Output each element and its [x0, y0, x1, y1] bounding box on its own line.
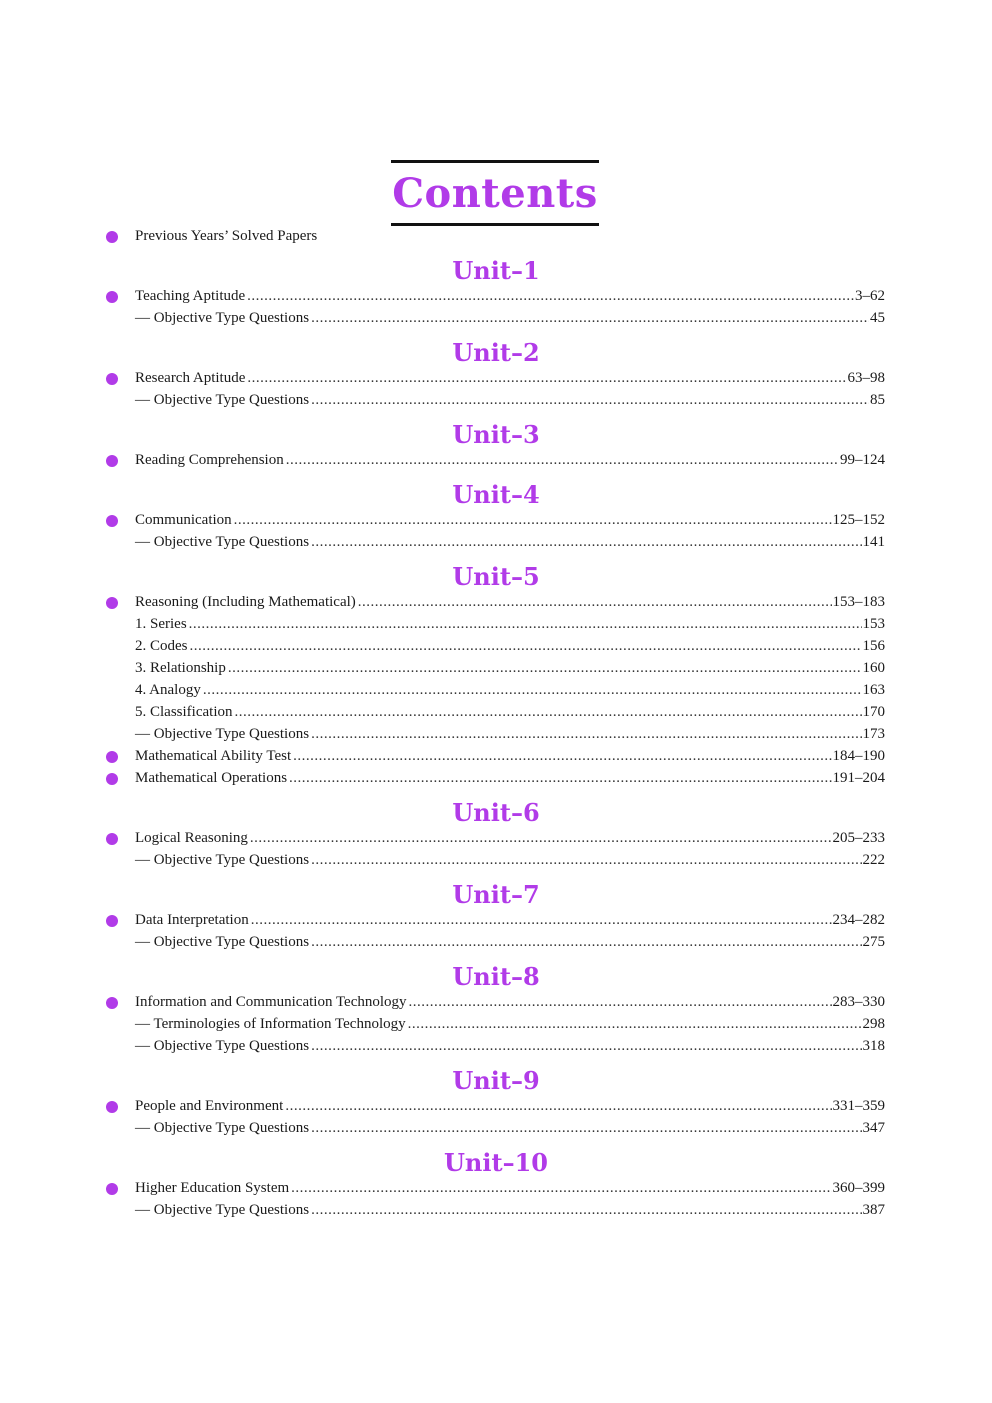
toc-entry-page: 63–98 — [847, 370, 885, 386]
bullet-icon — [106, 1183, 118, 1195]
toc-entry-page: 45 — [870, 310, 885, 326]
toc-entry-label: Reading Comprehension — [135, 452, 284, 468]
toc-entry-label: Communication — [135, 512, 232, 528]
toc-entry-label: — Objective Type Questions — [135, 534, 310, 550]
toc-entry-page: 153–183 — [832, 594, 885, 610]
toc-entry[interactable] — [135, 702, 885, 724]
toc-entry[interactable] — [135, 768, 885, 790]
toc-entry-label: 3. Relationship — [135, 660, 226, 676]
toc-entry-page: 173 — [862, 726, 885, 742]
toc-entry-page: 3–62 — [855, 288, 885, 304]
bullet-icon — [106, 997, 118, 1009]
dot-leader — [289, 769, 831, 788]
toc-entry-label: Higher Education System — [135, 1180, 290, 1196]
toc-entry[interactable] — [135, 828, 885, 850]
toc-entry-label: 5. Classification — [135, 704, 233, 720]
toc-entry[interactable] — [135, 658, 885, 680]
dot-leader — [311, 851, 861, 870]
toc-entry-page: 318 — [862, 1038, 885, 1054]
toc-entry[interactable] — [135, 992, 885, 1014]
toc-entry[interactable] — [135, 368, 885, 390]
toc-entry-page: 191–204 — [832, 770, 885, 786]
toc-entry-label: 1. Series — [135, 616, 187, 632]
page-title: Contents — [392, 169, 598, 217]
dot-leader — [286, 451, 839, 470]
dot-leader — [235, 703, 862, 722]
toc-entry[interactable] — [135, 932, 885, 954]
toc-entry-page: 347 — [862, 1120, 885, 1136]
toc-entry-label: — Objective Type Questions — [135, 1120, 310, 1136]
toc-entry-page: 387 — [862, 1202, 885, 1218]
dot-leader — [311, 725, 861, 744]
dot-leader — [311, 1201, 861, 1220]
dot-leader — [285, 1097, 831, 1116]
toc-entry-page: 85 — [870, 392, 885, 408]
bullet-icon — [106, 231, 118, 243]
dot-leader — [311, 309, 869, 328]
table-of-contents — [0, 226, 992, 1222]
toc-entry[interactable] — [135, 532, 885, 554]
dot-leader — [247, 287, 854, 306]
toc-entry-label: Reasoning (Including Mathematical) — [135, 594, 356, 610]
bullet-icon — [106, 597, 118, 609]
dot-leader — [291, 1179, 831, 1198]
toc-entry[interactable] — [135, 746, 885, 768]
toc-entry-label: — Objective Type Questions — [135, 934, 310, 950]
toc-entry-label: 2. Codes — [135, 638, 188, 654]
toc-entry[interactable] — [135, 724, 885, 746]
toc-entry-page: 275 — [862, 934, 885, 950]
dot-leader — [408, 1015, 862, 1034]
dot-leader — [311, 933, 861, 952]
toc-entry[interactable] — [135, 1014, 885, 1036]
toc-entry-page: 298 — [862, 1016, 885, 1032]
toc-entry-page: 163 — [862, 682, 885, 698]
toc-entry-page: 205–233 — [832, 830, 885, 846]
unit-heading: Unit–6 — [452, 798, 540, 827]
dot-leader — [358, 593, 832, 612]
toc-entry-page: 125–152 — [832, 512, 885, 528]
toc-entry[interactable] — [135, 910, 885, 932]
dot-leader — [293, 747, 831, 766]
dot-leader — [311, 1037, 861, 1056]
toc-entry-page: 153 — [862, 616, 885, 632]
toc-entry-label: — Objective Type Questions — [135, 726, 310, 742]
dot-leader — [228, 659, 862, 678]
dot-leader — [311, 533, 861, 552]
toc-entry-label: — Terminologies of Information Technology — [135, 1016, 406, 1032]
toc-entry-page: 160 — [862, 660, 885, 676]
toc-entry[interactable] — [135, 636, 885, 658]
toc-entry-label: Logical Reasoning — [135, 830, 248, 846]
toc-entry-page: 283–330 — [832, 994, 885, 1010]
dot-leader — [189, 615, 862, 634]
bullet-icon — [106, 291, 118, 303]
toc-entry-label: — Objective Type Questions — [135, 1038, 310, 1054]
bullet-icon — [106, 373, 118, 385]
unit-heading: Unit–9 — [452, 1066, 540, 1095]
unit-heading: Unit–1 — [452, 256, 540, 285]
toc-entry-page: 184–190 — [832, 748, 885, 764]
toc-entry-page: 331–359 — [832, 1098, 885, 1114]
dot-leader — [409, 993, 832, 1012]
toc-entry-label: — Objective Type Questions — [135, 1202, 310, 1218]
toc-entry[interactable] — [135, 850, 885, 872]
toc-entry-page: 360–399 — [832, 1180, 885, 1196]
unit-heading: Unit–4 — [452, 480, 540, 509]
toc-entry[interactable] — [135, 1036, 885, 1058]
toc-entry-label: Data Interpretation — [135, 912, 249, 928]
bullet-icon — [106, 751, 118, 763]
toc-entry[interactable] — [135, 1118, 885, 1140]
toc-entry-label: Mathematical Ability Test — [135, 748, 292, 764]
toc-entry-label: — Objective Type Questions — [135, 310, 310, 326]
toc-entry[interactable] — [135, 390, 885, 412]
toc-entry-page: 170 — [862, 704, 885, 720]
dot-leader — [203, 681, 862, 700]
toc-entry-label: Teaching Aptitude — [135, 288, 246, 304]
toc-entry-label: — Objective Type Questions — [135, 392, 310, 408]
toc-entry-label: Information and Communication Technology — [135, 994, 407, 1010]
bullet-icon — [106, 773, 118, 785]
toc-entry-preface[interactable] — [135, 226, 885, 248]
toc-entry[interactable] — [135, 680, 885, 702]
toc-entry-label: Previous Years’ Solved Papers — [135, 228, 318, 244]
toc-entry[interactable] — [135, 308, 885, 330]
unit-heading: Unit–5 — [452, 562, 540, 591]
toc-entry-page: 234–282 — [832, 912, 885, 928]
toc-entry-page: 222 — [862, 852, 885, 868]
toc-entry-label: — Objective Type Questions — [135, 852, 310, 868]
unit-heading: Unit–2 — [452, 338, 540, 367]
dot-leader — [311, 391, 869, 410]
toc-entry[interactable] — [135, 510, 885, 532]
toc-entry-label: Mathematical Operations — [135, 770, 288, 786]
unit-heading: Unit–10 — [444, 1148, 548, 1177]
unit-heading: Unit–8 — [452, 962, 540, 991]
bullet-icon — [106, 915, 118, 927]
dot-leader — [190, 637, 862, 656]
bullet-icon — [106, 455, 118, 467]
bullet-icon — [106, 833, 118, 845]
toc-entry[interactable] — [135, 1096, 885, 1118]
toc-entry[interactable] — [135, 286, 885, 308]
dot-leader — [311, 1119, 861, 1138]
bullet-icon — [106, 515, 118, 527]
toc-entry-label: People and Environment — [135, 1098, 284, 1114]
toc-entry-page: 141 — [862, 534, 885, 550]
toc-entry[interactable] — [135, 592, 885, 614]
dot-leader — [247, 369, 846, 388]
dot-leader — [251, 911, 832, 930]
toc-entry-label: Research Aptitude — [135, 370, 246, 386]
unit-heading: Unit–7 — [452, 880, 540, 909]
toc-entry-page: 156 — [862, 638, 885, 654]
toc-entry[interactable] — [135, 1178, 885, 1200]
toc-entry[interactable] — [135, 614, 885, 636]
toc-entry-label: 4. Analogy — [135, 682, 201, 698]
dot-leader — [234, 511, 832, 530]
bullet-icon — [106, 1101, 118, 1113]
unit-heading: Unit–3 — [452, 420, 540, 449]
toc-entry[interactable] — [135, 450, 885, 472]
toc-entry[interactable] — [135, 1200, 885, 1222]
contents-title-block — [391, 160, 599, 226]
toc-entry-page: 99–124 — [840, 452, 885, 468]
dot-leader — [250, 829, 832, 848]
